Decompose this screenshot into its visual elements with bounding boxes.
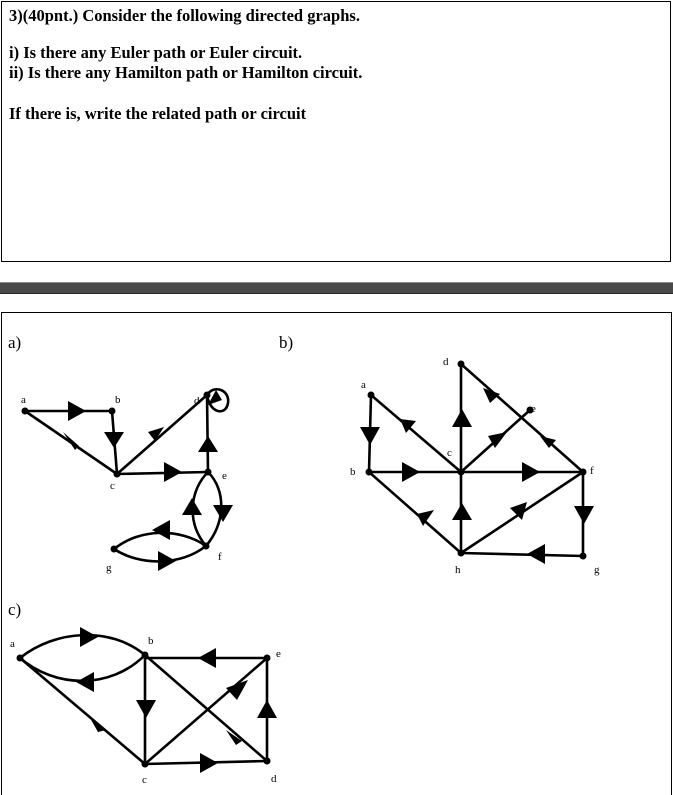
graph-b-label: b) xyxy=(279,333,294,352)
question-title: 3)(40pnt.) Consider the following directed graphs. xyxy=(9,6,360,25)
graph-b-node-f: f xyxy=(590,465,594,477)
question-instruction: If there is, write the related path or circuit xyxy=(9,104,307,123)
graph-b-node-c: c xyxy=(447,447,452,459)
question-part-i: i) Is there any Euler path or Euler circuit. xyxy=(9,43,303,62)
graph-b-node-h: h xyxy=(455,564,461,576)
graph-c-node-c: c xyxy=(142,774,147,786)
graph-c-node-e: e xyxy=(276,648,281,660)
graph-c-label: c) xyxy=(8,600,22,619)
graph-a-label: a) xyxy=(8,333,22,352)
graph-b-node-d: d xyxy=(443,356,449,368)
question-part-ii: ii) Is there any Hamilton path or Hamilton circuit. xyxy=(9,63,363,82)
graph-a-node-b: b xyxy=(115,394,121,406)
graph-a-node-d: d xyxy=(194,395,200,407)
graph-a-node-c: c xyxy=(110,480,115,492)
graph-b-node-b: b xyxy=(350,466,356,478)
graph-a-node-f: f xyxy=(218,551,222,563)
graph-c-node-b: b xyxy=(148,635,154,647)
graph-a-node-a: a xyxy=(21,394,26,406)
graph-c-node-d: d xyxy=(271,773,277,785)
graph-b-node-e: e xyxy=(531,403,536,415)
graph-b-node-g: g xyxy=(594,564,600,576)
graph-c-node-a: a xyxy=(10,638,15,650)
graph-a-node-e: e xyxy=(222,470,227,482)
graph-a-node-g: g xyxy=(106,562,112,574)
graph-b-node-a: a xyxy=(361,379,366,391)
